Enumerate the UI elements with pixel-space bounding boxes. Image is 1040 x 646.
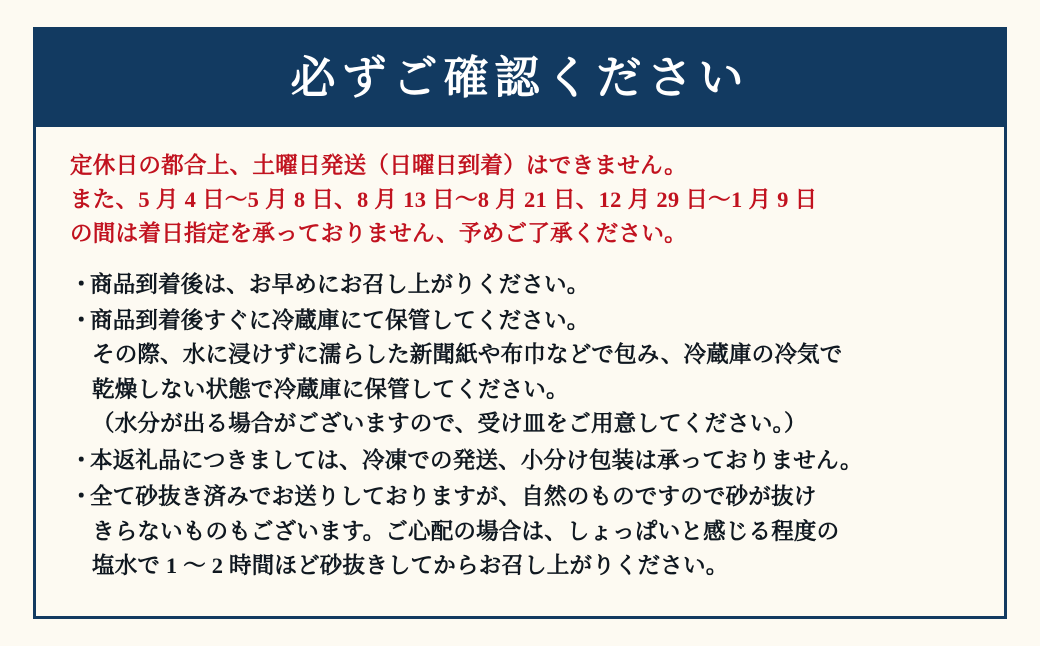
- list-item-line: 商品到着後は、お早めにお召し上がりください。: [90, 271, 590, 297]
- bullet-mark-icon: ・: [70, 447, 93, 473]
- list-item-line: 全て砂抜き済みでお送りしておりますが、自然のものですので砂が抜け: [90, 484, 817, 510]
- list-item-text: [90, 304, 976, 442]
- list-item-line: 商品到着後すぐに冷蔵庫にて保管してください。: [90, 307, 590, 333]
- list-item-text: [90, 268, 976, 302]
- warning-line: 定休日の都合上、土曜日発送（日曜日到着）はできません。: [70, 153, 687, 178]
- bullet-list: [70, 268, 976, 584]
- warning-line: また、5 月 4 日〜5 月 8 日、8 月 13 日〜8 月 21 日、12 月 29 日〜1 月 9 日: [70, 187, 818, 213]
- notice-header: [36, 30, 1004, 127]
- list-item: [70, 444, 976, 478]
- notice-body: [36, 127, 1004, 595]
- list-item-line: その際、水に浸けずに濡らした新聞紙や布巾などで包み、冷蔵庫の冷気で: [92, 342, 843, 368]
- list-item-text: [90, 444, 976, 478]
- list-item: [70, 304, 976, 442]
- bullet-mark-icon: ・: [70, 484, 93, 510]
- list-item: [70, 480, 976, 583]
- list-item-line: きらないものもございます。ご心配の場合は、しょっぱいと感じる程度の: [92, 518, 840, 544]
- list-item-text: [90, 480, 976, 583]
- list-item-line: （水分が出る場合がございますので、受け皿をご用意してください。）: [92, 411, 807, 437]
- list-item-line: 本返礼品につきましては、冷凍での発送、小分け包装は承っておりません。: [90, 447, 863, 473]
- warning-line: の間は着日指定を承っておりません、予めご了承ください。: [70, 221, 687, 247]
- warning-block: [70, 149, 976, 252]
- list-item-line: 塩水で 1 〜 2 時間ほど砂抜きしてからお召し上がりください。: [92, 552, 729, 578]
- bullet-mark-icon: ・: [70, 307, 93, 333]
- list-item: [70, 268, 976, 302]
- bullet-mark-icon: ・: [70, 271, 93, 297]
- list-item-line: 乾燥しない状態で冷蔵庫に保管してください。: [92, 376, 569, 402]
- notice-card: [33, 27, 1007, 619]
- page-title: 必ずご確認ください: [290, 53, 750, 103]
